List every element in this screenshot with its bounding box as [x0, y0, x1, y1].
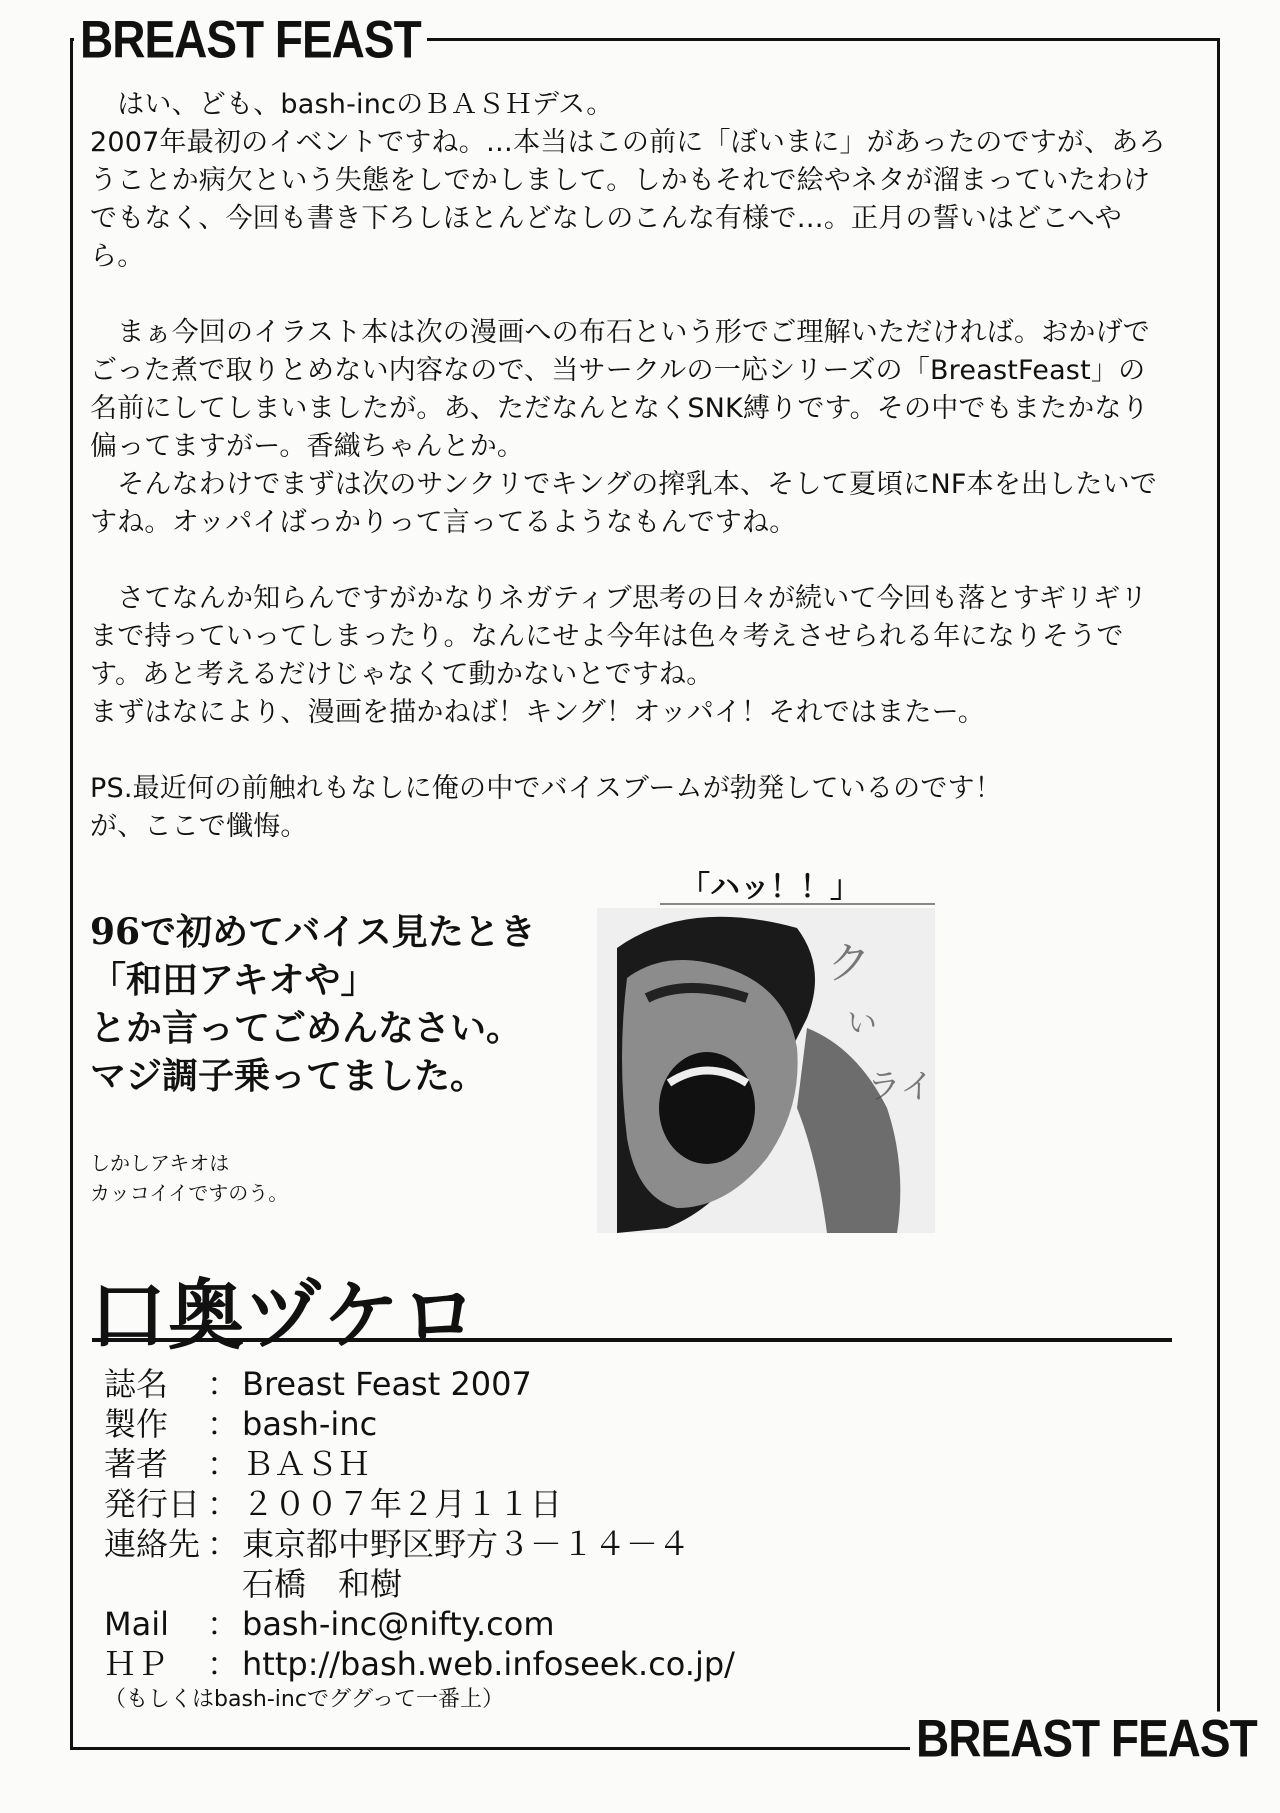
afterword-text: [90, 86, 1170, 884]
caption-line: 96で初めてバイス見たとき: [90, 911, 536, 953]
colophon-label: 誌名: [104, 1365, 169, 1403]
colophon-row: [104, 1604, 735, 1644]
caption-line: 「和田アキオや」: [90, 959, 377, 1001]
colophon-separator: ：: [206, 1485, 239, 1523]
caption-line: とか言ってごめんなさい。: [90, 1007, 523, 1049]
colophon-row: [104, 1444, 735, 1484]
colophon-row: [104, 1564, 735, 1604]
paragraph: さてなんか知らんですがかなりネガティブ思考の日々が続いて今回も落とすギリギリまで持っていってしまったり。なんにせよ今年は色々考えさせられる年になりそうです。あと考えるだけじゃなくて動かないとですね。 まずはなにより、漫画を描かねば！キング！オッパイ！それではまたー。: [90, 583, 1148, 728]
colophon-value: ２００７年２月１１日: [242, 1485, 563, 1523]
header-logo: BREAST FEAST: [74, 13, 427, 66]
colophon-row: [104, 1644, 735, 1684]
colophon-value: http://bash.web.infoseek.co.jp/: [242, 1645, 735, 1683]
colophon-value: 石橋 和樹: [242, 1565, 403, 1603]
colophon-label: 著者: [104, 1445, 169, 1483]
aside-line: カッコイイですのう。: [90, 1181, 289, 1205]
paragraph: はい、ども、bash-incのＢＡＳＨデス。 2007年最初のイベントですね。…本当はこの前に「ぼいまに」があったのですが、あろうことか病欠という失態をしでかしまして。しかもそれで絵やネタが溜まっていたわけでもなく、今回も書き下ろしほとんどなしのこんな有様で…。正月の誓いはどこへやら。: [90, 89, 1166, 272]
paragraph: PS.最近何の前触れもなしに俺の中でバイスブームが勃発しているのです！ が、ここで懺悔。: [90, 773, 1002, 842]
colophon-row: [104, 1524, 735, 1564]
svg-text:ライ: ライ: [867, 1067, 934, 1107]
shouting-face-photo: [597, 908, 935, 1233]
photo-caption: [90, 908, 610, 1100]
aside-line: しかしアキオは: [90, 1151, 230, 1175]
colophon-separator: ：: [206, 1365, 239, 1403]
colophon-row: [104, 1404, 735, 1444]
colophon-separator: ：: [206, 1405, 239, 1443]
colophon-separator: ：: [206, 1445, 239, 1483]
colophon-separator: ：: [206, 1525, 239, 1563]
title-rule: [92, 1338, 1172, 1342]
colophon-value: bash-inc: [242, 1405, 378, 1443]
colophon-separator: [204, 1564, 242, 1604]
svg-text:ク: ク: [827, 938, 871, 989]
photo-quote: 「ハッ！！」: [680, 870, 860, 905]
colophon-row: [104, 1364, 735, 1404]
colophon-label: 製作: [104, 1405, 169, 1443]
svg-text:い: い: [847, 1006, 877, 1041]
colophon-row: [104, 1484, 735, 1524]
paragraph: まぁ今回のイラスト本は次の漫画への布石という形でご理解いただければ。おかげでごった煮で取りとめない内容なので、当サークルの一応シリーズの「BreastFeast」の名前にしてしまいましたが。あ、ただなんとなくSNK縛りです。その中でもまたかなり偏ってますがー。香織ちゃんとか。 そんなわけでまずは次のサンクリでキングの搾乳本、そして夏頃にNF本を出したいですね。オッパイばっかりって言ってるようなもんですね。: [90, 317, 1158, 538]
caption-line: マジ調子乗ってました。: [90, 1055, 487, 1097]
colophon-value: Breast Feast 2007: [242, 1365, 532, 1403]
section-title: 口奥ヅケロ: [90, 1271, 480, 1360]
quote-divider: [660, 903, 935, 905]
face-illustration: [597, 908, 935, 1233]
colophon-value: ＢＡＳＨ: [242, 1445, 371, 1483]
colophon-separator: ：: [206, 1645, 239, 1683]
footer-logo: BREAST FEAST: [910, 1712, 1263, 1765]
colophon-label: ＨＰ: [104, 1645, 169, 1683]
colophon-value: 東京都中野区野方３－１４－４: [242, 1525, 691, 1563]
colophon: [104, 1364, 735, 1714]
colophon-label: [104, 1564, 204, 1604]
colophon-note: （もしくはbash-incでググって一番上）: [104, 1687, 505, 1712]
colophon-separator: ：: [206, 1605, 239, 1643]
colophon-label: 連絡先: [104, 1525, 201, 1563]
caption-aside: [90, 1148, 288, 1208]
colophon-value: bash-inc@nifty.com: [242, 1605, 555, 1643]
colophon-label: Mail: [104, 1605, 169, 1643]
colophon-label: 発行日: [104, 1485, 201, 1523]
